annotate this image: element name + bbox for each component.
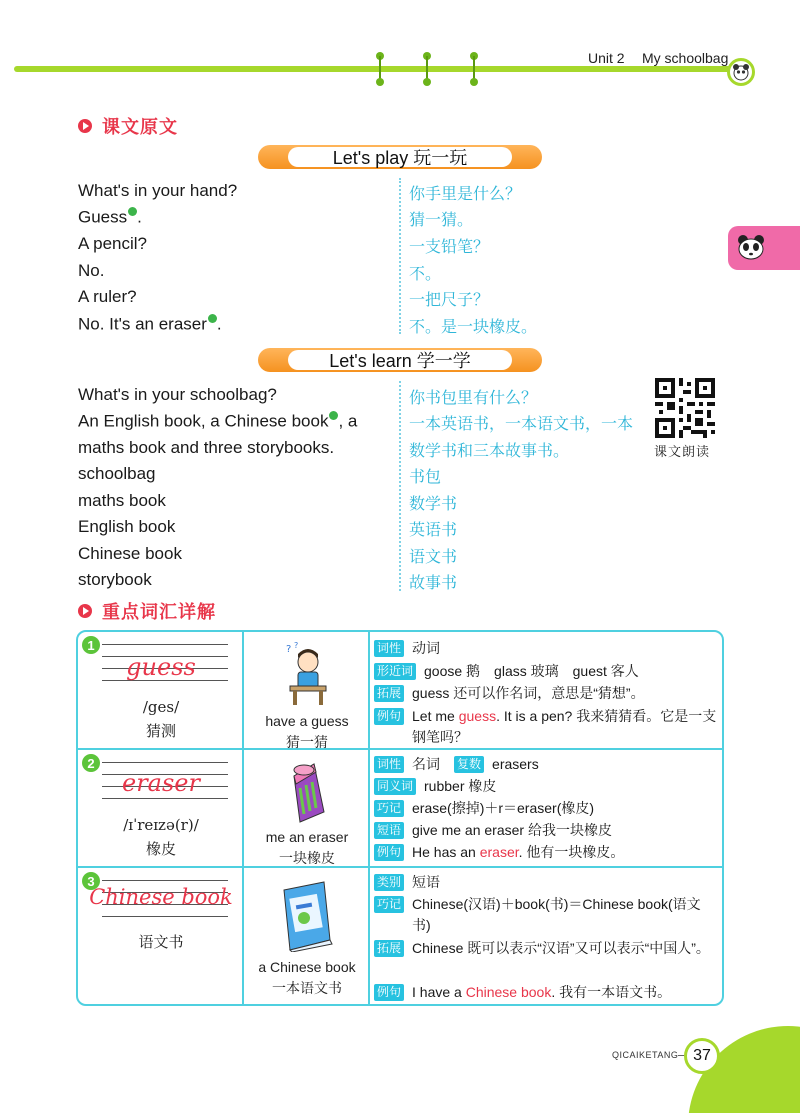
learn-line-cn: 故事书 [409,573,458,592]
boy-thinking-icon [284,640,332,712]
vocab-detail-cell [370,750,722,866]
learn-line-cn: 一本英语书，一本语文书，一本 [409,414,634,433]
detail-item: 例句 He has an eraser. 他有一块橡皮。 [374,842,718,863]
detail-tag: 复数 [454,756,484,773]
lets-play-banner [258,145,542,169]
detail-tag: 巧记 [374,896,404,913]
picture-caption-en: me an eraser [265,829,349,845]
play-bullet-icon [78,119,92,133]
note-marker-icon [128,207,137,216]
learn-line-en: English book [78,517,176,536]
play-line-cn: 不。是一块橡皮。 [409,317,538,336]
detail-item: 巧记 Chinese(汉语)＋book(书)＝Chinese book(语文书) [374,894,718,936]
lets-play-banner-label: Let's play 玩一玩 [288,147,512,167]
panda-badge-icon [727,58,755,86]
learn-line-cn: 语文书 [409,547,458,566]
detail-tag: 短语 [374,822,404,839]
vocab-detail-cell [370,868,722,1004]
footer-brand: QICAIKETANG [612,1050,679,1060]
detail-item: 拓展 Chinese 既可以表示“汉语”又可以表示“中国人”。 [374,938,718,959]
svg-text:?: ? [286,644,292,655]
play-line-en: A pencil? [78,234,147,253]
detail-tag: 同义词 [374,778,416,795]
detail-item: 例句 I have a Chinese book. 我有一本语文书。 [374,982,718,1003]
qr-caption: 课文朗读 [654,445,711,460]
detail-item: 例句 Let me guess. It is a pen? 我来猜猜看。它是一支钢笔吗？ [374,706,718,748]
learn-line-en: maths book [78,491,166,510]
learn-line-cn: 数学书和三本故事书。 [409,441,570,460]
word-meaning: 橡皮 [145,840,176,858]
learn-line-en: Chinese book [78,544,182,563]
vocab-row [78,632,722,750]
highlight-word: eraser [479,844,519,860]
vocab-word: Chinese book [89,885,233,909]
learn-line-en: schoolbag [78,464,156,483]
note-marker-icon [208,314,217,323]
vocab-row [78,750,722,868]
section-heading-text: 课文原文 [78,113,178,139]
detail-tag: 类别 [374,874,404,891]
detail-tag: 例句 [374,844,404,861]
item-number: 2 [82,754,100,772]
vocab-picture-cell [244,750,370,866]
vocab-word-cell [78,868,244,1004]
picture-caption-en: a Chinese book [258,959,356,975]
vocab-word: guess [126,653,196,681]
learn-line-cn: 书包 [409,467,442,486]
detail-tag: 词性 [374,640,404,657]
detail-item: 巧记 erase(擦掉)＋r＝eraser(橡皮) [374,798,718,819]
learn-line-en: What's in your schoolbag? [78,385,277,404]
detail-tag: 巧记 [374,800,404,817]
item-number: 1 [82,636,100,654]
vocab-word-cell [78,632,244,748]
binder-clip-icon [470,52,478,86]
vocab-word: eraser [122,769,200,797]
detail-item: 同义词 rubber 橡皮 [374,776,718,797]
vocab-row [78,868,722,1004]
detail-item: 词性 动词 [374,638,718,659]
unit-title: My schoolbag [642,50,729,66]
detail-item: 拓展 guess 还可以作名词，意思是“猜想”。 [374,683,718,704]
word-meaning: 猜测 [145,722,176,740]
svg-text:?: ? [294,641,299,650]
play-line-cn: 一把尺子？ [409,290,490,309]
item-number: 3 [82,872,100,890]
vocab-table [76,630,724,1006]
book-icon [278,880,336,956]
detail-tag: 拓展 [374,940,404,957]
learn-line-cn: 你书包里有什么？ [409,388,538,407]
page-number: 37 [684,1038,720,1074]
play-line-cn: 你手里是什么？ [409,184,522,203]
column-divider [399,381,401,591]
play-line-cn: 猜一猜。 [409,210,474,229]
vocab-picture-cell [244,632,370,751]
learn-line-en: maths book and three storybooks. [78,438,335,457]
eraser-icon [286,758,330,830]
lets-learn-banner-label: Let's learn 学一学 [288,350,512,370]
detail-tag: 例句 [374,708,404,725]
play-line-en: No. It's an eraser . [78,314,222,334]
binder-clip-icon [423,52,431,86]
learn-line-cn: 英语书 [409,520,458,539]
word-meaning: 语文书 [138,933,184,951]
binder-clip-icon [376,52,384,86]
unit-label: Unit 2 [588,50,625,66]
play-bullet-icon [78,604,92,618]
picture-caption-en: have a guess [265,713,349,729]
learn-line-en: An English book, a Chinese book , a [78,411,358,431]
panda-icon [736,233,766,261]
vocab-detail-cell [370,632,722,748]
detail-item: 形近词 goose 鹅 glass 玻璃 guest 客人 [374,661,718,682]
qr-code-icon[interactable] [655,378,715,438]
detail-item: 短语 give me an eraser 给我一块橡皮 [374,820,718,841]
detail-tag: 例句 [374,984,404,1001]
phonetic: /ges/ [142,698,180,716]
highlight-word: Chinese book [465,984,552,1000]
phonetic: /ɪˈreɪzə(r)/ [123,816,199,834]
play-line-cn: 一支铅笔？ [409,237,490,256]
section-heading-vocab: 重点词汇详解 [78,598,216,624]
vocab-picture-cell [244,868,370,1004]
play-line-en: What's in your hand? [78,181,238,200]
picture-caption-cn: 一块橡皮 [279,851,335,867]
play-line-cn: 不。 [409,264,442,283]
play-line-en: No. [78,261,105,280]
vocab-word-cell [78,750,244,866]
detail-tag: 词性 [374,756,404,773]
column-divider [399,178,401,334]
detail-tag: 形近词 [374,663,416,680]
play-line-en: A ruler? [78,287,137,306]
picture-caption-cn: 猜一猜 [286,735,328,751]
detail-item: 词性 名词 复数 erasers [374,754,718,775]
highlight-word: guess [458,708,497,724]
play-line-en: Guess . [78,207,142,227]
learn-line-cn: 数学书 [409,494,458,513]
lets-learn-banner [258,348,542,372]
detail-item: 类别 短语 [374,872,718,893]
detail-tag: 拓展 [374,685,404,702]
learn-line-en: storybook [78,570,152,589]
picture-caption-cn: 一本语文书 [272,981,342,997]
